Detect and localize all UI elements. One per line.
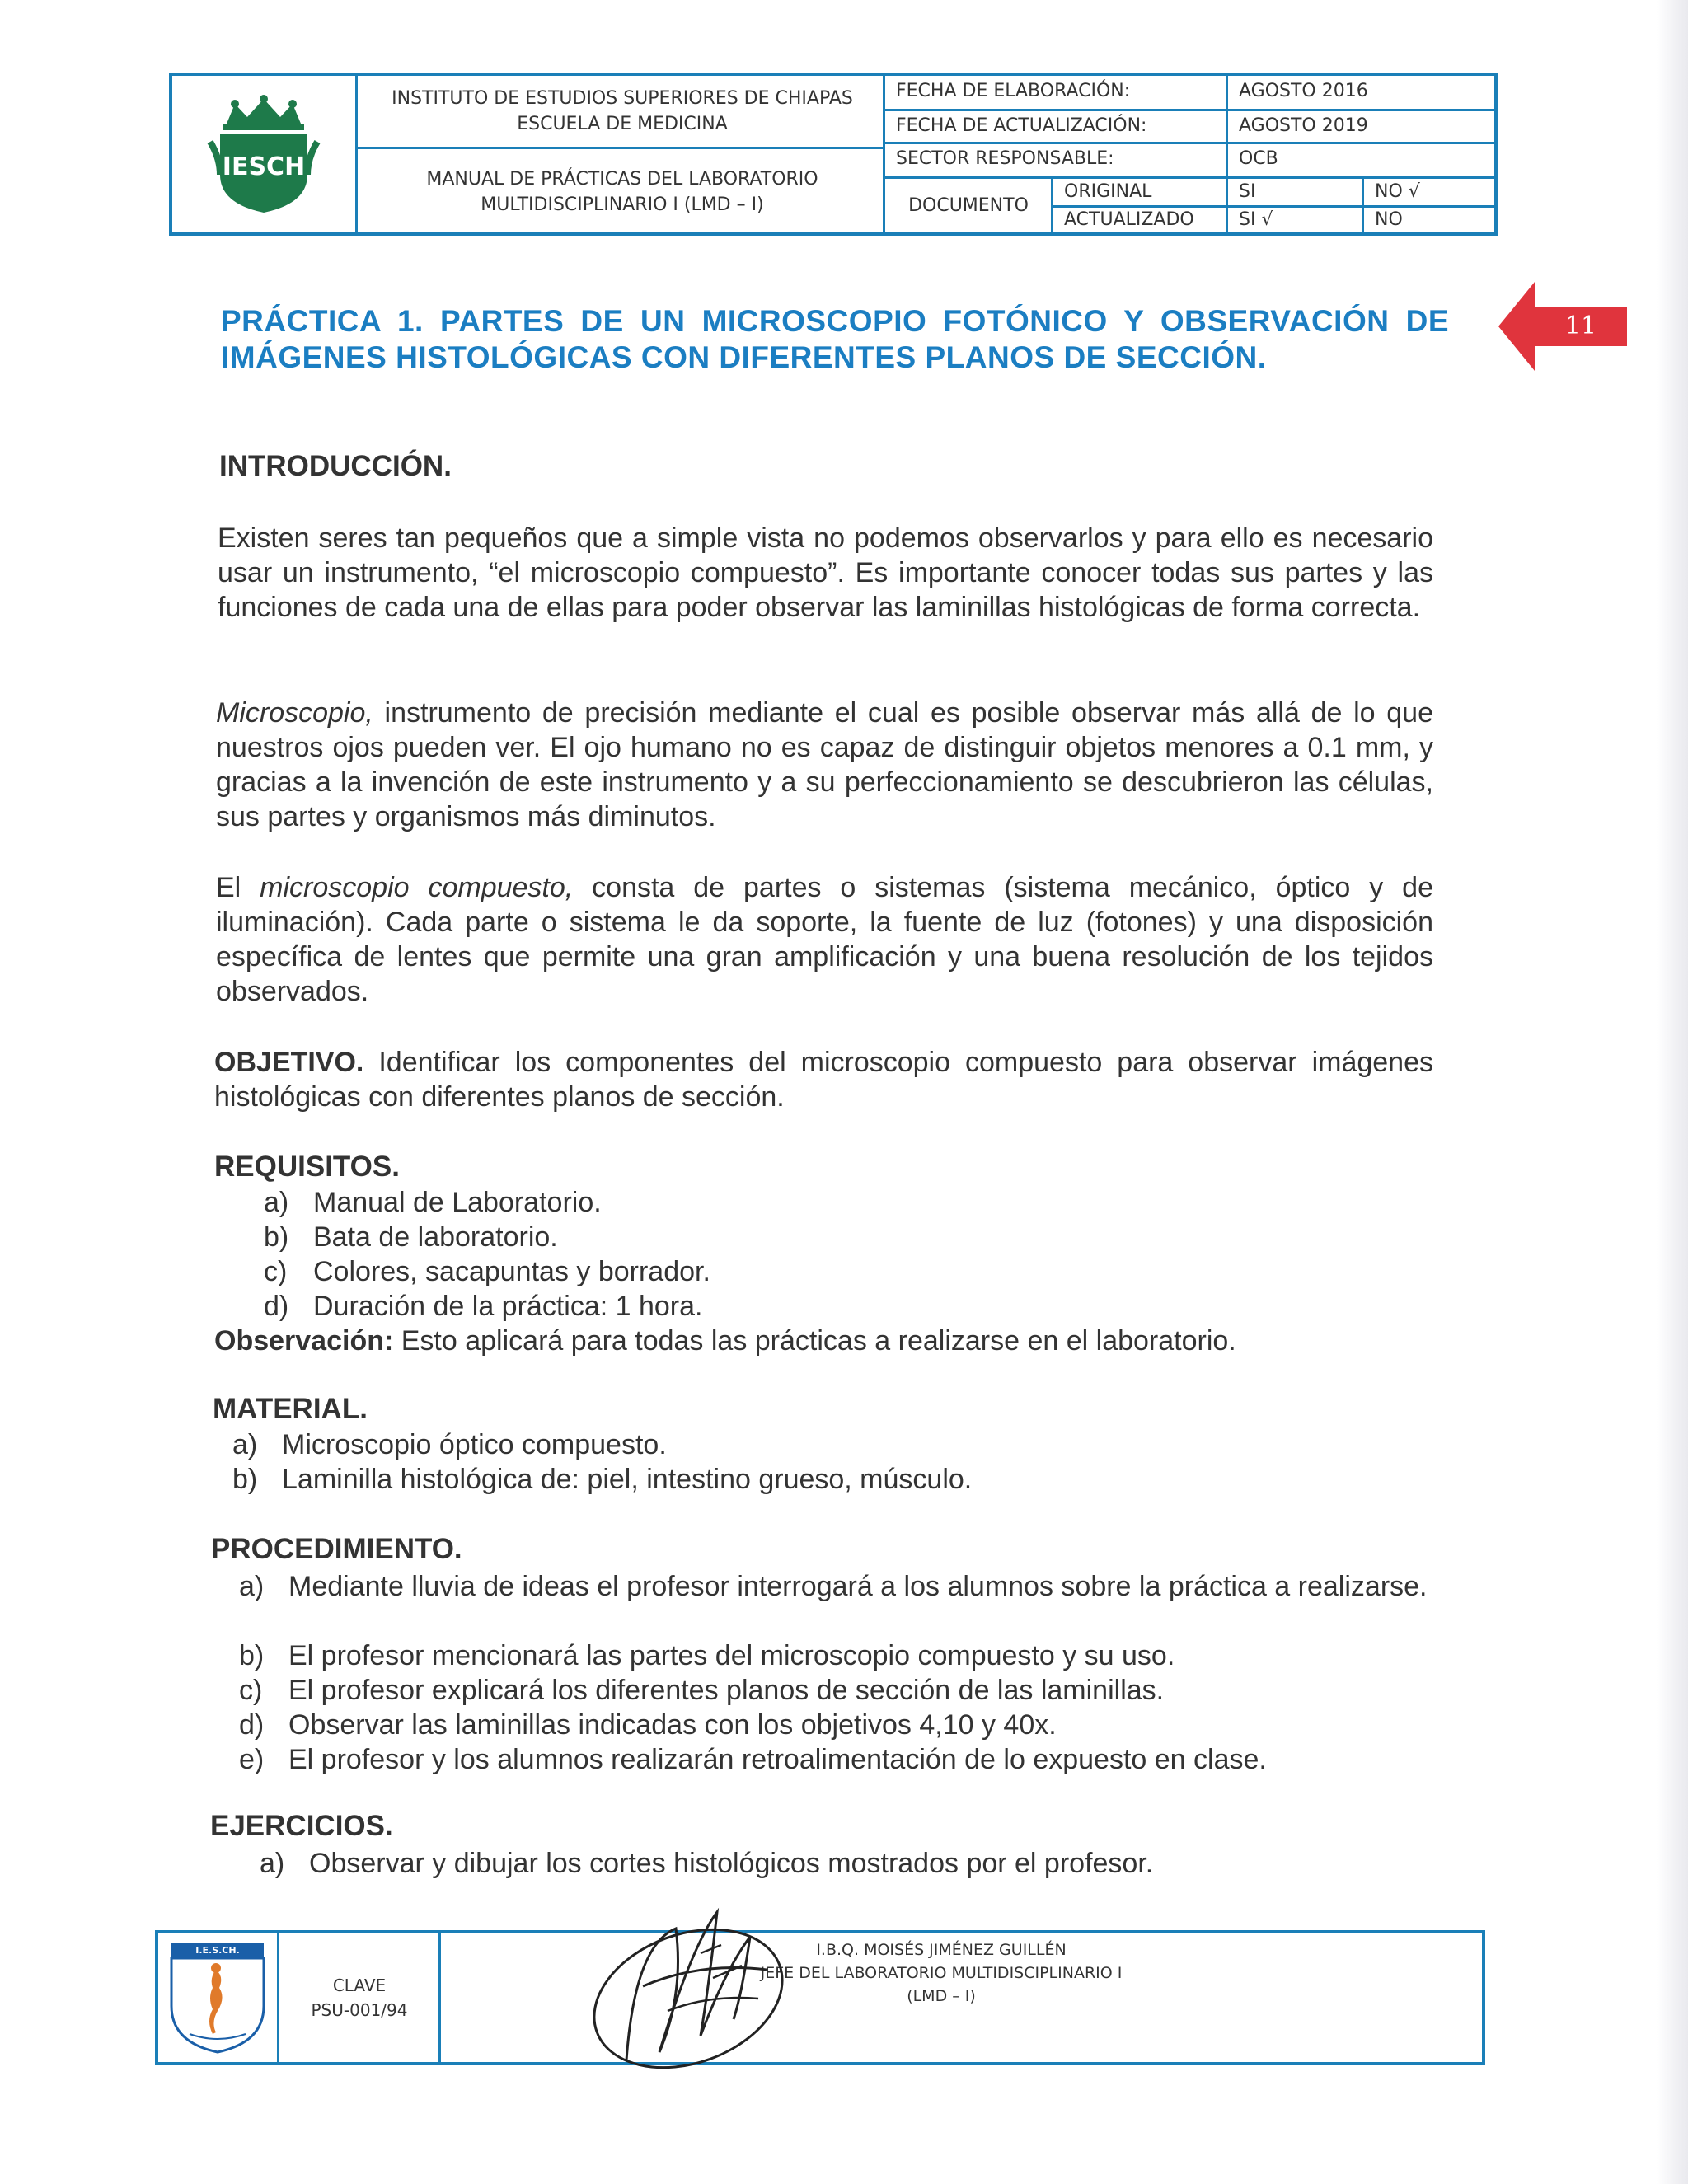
observacion-line — [214, 1324, 1236, 1358]
material-heading: MATERIAL. — [213, 1393, 368, 1425]
list-marker: b) — [239, 1640, 265, 1671]
list-item-text: El profesor explicará los diferentes planos de sección de las laminillas. — [288, 1675, 1165, 1706]
actualizado-no: NO — [1375, 209, 1403, 230]
documento-label: DOCUMENTO — [908, 194, 1029, 216]
logo-text: IESCH — [222, 152, 306, 181]
original-si: SI — [1239, 181, 1256, 202]
list-marker: b) — [232, 1464, 258, 1495]
fecha-elaboracion-value: AGOSTO 2016 — [1239, 81, 1368, 101]
original-label: ORIGINAL — [1064, 181, 1152, 202]
term-microscopio: Microscopio, — [216, 697, 373, 729]
list-item-text: El profesor mencionará las partes del microscopio compuesto y su uso. — [288, 1640, 1175, 1671]
school-name: ESCUELA DE MEDICINA — [517, 114, 728, 134]
institution-name-block — [359, 81, 886, 147]
list-item-text: Bata de laboratorio. — [313, 1221, 558, 1253]
list-item-text: Observar las laminillas indicadas con los objetivos 4,10 y 40x. — [288, 1709, 1057, 1741]
list-marker: c) — [239, 1675, 263, 1706]
handwritten-signature — [577, 1896, 791, 2085]
iesch-crest-icon — [202, 92, 326, 216]
institution-logo — [172, 76, 355, 232]
clave-block — [280, 1933, 438, 2062]
list-marker: a) — [239, 1571, 265, 1602]
list-item — [239, 1569, 288, 1604]
signer-name: I.B.Q. MOISÉS JIMÉNEZ GUILLÉN — [816, 1941, 1067, 1959]
list-item-text: El profesor y los alumnos realizarán retroalimentación de lo expuesto en clase. — [288, 1744, 1267, 1775]
sector-responsable-label: SECTOR RESPONSABLE: — [896, 148, 1114, 169]
intro-paragraph-3-lead: El — [216, 872, 260, 903]
signer-title: JEFE DEL LABORATORIO MULTIDISCIPLINARIO I — [760, 1964, 1123, 1982]
list-marker: a) — [232, 1429, 258, 1460]
objetivo-label: OBJETIVO. — [214, 1047, 364, 1078]
fecha-actualizacion-label: FECHA DE ACTUALIZACIÓN: — [896, 115, 1147, 136]
intro-paragraph-3-text: consta de partes o sistemas (sistema mecánico, óptico y de iluminación). Cada parte o sistema le da soporte, la fuente de luz (fotones) y una disposición específica de lentes que permite una gran amplificación y una buena resolución de los tejidos observados. — [216, 872, 1433, 1007]
intro-paragraph-3 — [216, 870, 1433, 1009]
ejercicios-heading: EJERCICIOS. — [210, 1810, 393, 1842]
seal-text: I.E.S.CH. — [195, 1945, 240, 1956]
header-table — [169, 73, 1498, 236]
sector-responsable-value: OCB — [1239, 148, 1278, 169]
manual-line-2: MULTIDISCIPLINARIO I (LMD – I) — [481, 194, 764, 215]
signer-block — [752, 1938, 1131, 2021]
manual-name-block — [359, 158, 886, 232]
list-item-text: Laminilla histológica de: piel, intestino grueso, músculo. — [282, 1464, 973, 1495]
original-no-checked: NO √ — [1375, 181, 1420, 202]
school-seal — [158, 1933, 277, 2062]
list-item-text: Duración de la práctica: 1 hora. — [313, 1291, 703, 1322]
list-item — [264, 1185, 602, 1220]
actualizado-si-checked: SI √ — [1239, 209, 1273, 230]
observacion-label: Observación: — [214, 1325, 394, 1357]
intro-paragraph-1: Existen seres tan pequeños que a simple vista no podemos observarlos y para ello es necesario usar un instrumento, “el microscopio compuesto”. Es importante conocer todas sus partes y las funciones de cada una de ellas para poder observar las laminillas histológicas de forma correcta. — [218, 523, 1433, 623]
list-marker: a) — [264, 1187, 289, 1218]
list-marker: d) — [239, 1709, 265, 1741]
list-marker: c) — [264, 1256, 288, 1287]
list-item — [239, 1638, 1175, 1673]
list-item — [239, 1708, 1057, 1742]
manual-line-1: MANUAL DE PRÁCTICAS DEL LABORATORIO — [426, 169, 818, 190]
list-item — [232, 1462, 972, 1497]
list-item-text: Manual de Laboratorio. — [313, 1187, 602, 1218]
list-item-text: Mediante lluvia de ideas el profesor interrogará a los alumnos sobre la práctica a realizarse. — [288, 1571, 1428, 1602]
list-item — [239, 1673, 1164, 1708]
fecha-actualizacion-value: AGOSTO 2019 — [1239, 115, 1368, 136]
list-item-text: Microscopio óptico compuesto. — [282, 1429, 667, 1460]
page-number-tab — [1498, 282, 1627, 371]
actualizado-label: ACTUALIZADO — [1064, 209, 1194, 230]
term-microscopio-compuesto: microscopio compuesto, — [260, 872, 574, 903]
intro-paragraph-2 — [216, 696, 1433, 834]
seal-shield-icon — [165, 1940, 270, 2055]
list-marker: e) — [239, 1744, 265, 1775]
list-marker: d) — [264, 1291, 289, 1322]
list-item — [264, 1220, 558, 1254]
clave-label: CLAVE — [332, 1975, 387, 1995]
intro-paragraph-2-text: instrumento de precisión mediante el cual es posible observar más allá de lo que nuestros ojos pueden ver. El ojo humano no es capaz de distinguir objetos menores a 0.1 mm, y gracias a la invención de este instrumento y a su perfeccionamiento se descubrieron las células, sus partes y organismos más diminutos. — [216, 697, 1433, 832]
fecha-elaboracion-label: FECHA DE ELABORACIÓN: — [896, 81, 1131, 101]
procedimiento-heading: PROCEDIMIENTO. — [211, 1533, 462, 1565]
page-number: 11 — [1564, 312, 1597, 340]
list-item — [264, 1289, 702, 1324]
list-item — [264, 1254, 710, 1289]
objetivo-paragraph — [214, 1045, 1433, 1114]
footer-table — [155, 1930, 1485, 2065]
list-marker: a) — [260, 1848, 285, 1879]
page-edge-shadow — [1657, 0, 1688, 2184]
practice-title: PRÁCTICA 1. PARTES DE UN MICROSCOPIO FOTÓNICO Y OBSERVACIÓN DE IMÁGENES HISTOLÓGICAS CON DIFERENTES PLANOS DE SECCIÓN. — [221, 304, 1449, 374]
institute-name: INSTITUTO DE ESTUDIOS SUPERIORES DE CHIAPAS — [392, 88, 853, 109]
list-item-text: Observar y dibujar los cortes histológicos mostrados por el profesor. — [309, 1848, 1154, 1879]
intro-heading: INTRODUCCIÓN. — [219, 450, 452, 482]
list-item — [232, 1427, 667, 1462]
list-item — [260, 1846, 1153, 1881]
list-item — [239, 1742, 1267, 1777]
clave-value: PSU-001/94 — [311, 2000, 408, 2020]
list-item-text: Colores, sacapuntas y borrador. — [313, 1256, 710, 1287]
signer-unit: (LMD – I) — [907, 1987, 976, 2005]
objetivo-text: Identificar los componentes del microscopio compuesto para observar imágenes histológicas con diferentes planos de sección. — [214, 1047, 1433, 1113]
requisitos-heading: REQUISITOS. — [214, 1151, 400, 1183]
observacion-text: Esto aplicará para todas las prácticas a realizarse en el laboratorio. — [393, 1325, 1236, 1357]
list-marker: b) — [264, 1221, 289, 1253]
